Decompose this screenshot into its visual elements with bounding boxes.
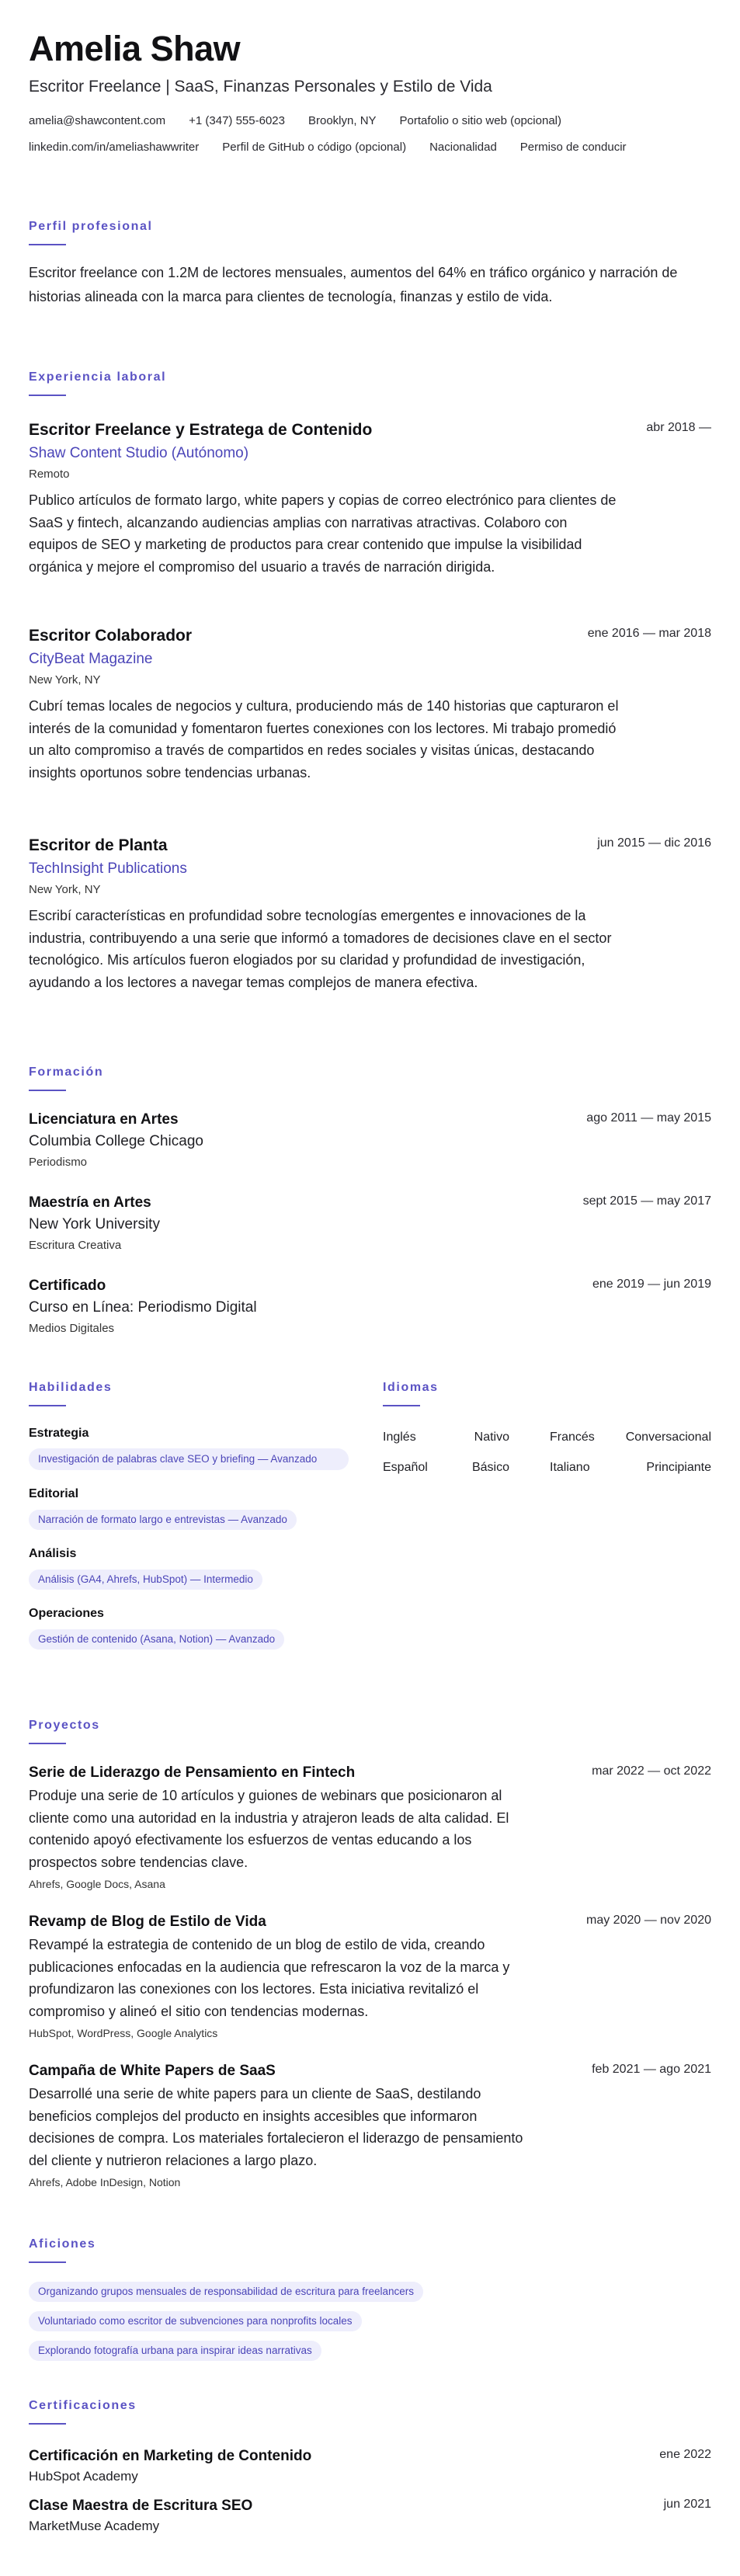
education-entry <box>29 1110 711 1170</box>
job-date: jun 2015 — dic 2016 <box>597 836 711 850</box>
education-field: Medios Digitales <box>29 1322 115 1335</box>
certification-entry <box>29 2496 711 2535</box>
section-divider <box>29 1090 66 1091</box>
language-name: Español <box>383 1461 428 1474</box>
contact-portfolio[interactable]: Portafolio o sitio web (opcional) <box>399 114 561 127</box>
section-title-skills: Habilidades <box>29 1381 113 1394</box>
skill-chip: Investigación de palabras clave SEO y briefing — Avanzado <box>29 1448 349 1470</box>
certifications-section <box>29 2398 137 2425</box>
job-location: New York, NY <box>29 673 101 687</box>
skills-section <box>29 1380 355 1650</box>
language-level: Básico <box>471 1461 509 1474</box>
skill-chip: Gestión de contenido (Asana, Notion) — Avanzado <box>29 1629 284 1650</box>
section-divider <box>29 1743 66 1744</box>
job-company: Shaw Content Studio (Autónomo) <box>29 445 249 461</box>
project-title: Serie de Liderazgo de Pensamiento en Fintech <box>29 1764 356 1781</box>
job-entry <box>29 419 711 578</box>
education-date: ago 2011 — may 2015 <box>586 1111 711 1125</box>
certification-title: Clase Maestra de Escritura SEO <box>29 2498 253 2514</box>
language-name: Inglés <box>383 1431 416 1444</box>
skill-group <box>29 1486 355 1530</box>
skill-category: Estrategia <box>29 1427 89 1440</box>
project-date: may 2020 — nov 2020 <box>586 1914 711 1927</box>
skill-category: Operaciones <box>29 1607 104 1620</box>
contact-driving-license: Permiso de conducir <box>519 141 627 154</box>
certification-title: Certificación en Marketing de Contenido <box>29 2448 312 2464</box>
skill-group <box>29 1546 355 1590</box>
job-entry <box>29 625 711 784</box>
project-tools: Ahrefs, Adobe InDesign, Notion <box>29 2176 181 2189</box>
language-name: Italiano <box>550 1461 590 1474</box>
project-tools: HubSpot, WordPress, Google Analytics <box>29 2027 218 2040</box>
certification-date: jun 2021 <box>663 2498 711 2511</box>
job-title: Escritor de Planta <box>29 836 168 854</box>
experience-section <box>29 370 711 396</box>
section-title-languages: Idiomas <box>383 1381 439 1394</box>
education-degree: Certificado <box>29 1278 106 1294</box>
project-date: mar 2022 — oct 2022 <box>592 1764 711 1778</box>
section-divider <box>29 244 66 245</box>
section-title-hobbies: Aficiones <box>29 2237 96 2251</box>
section-title-certifications: Certificaciones <box>29 2399 137 2412</box>
certification-date: ene 2022 <box>659 2448 711 2461</box>
hobby-chip: Explorando fotografía urbana para inspirar ideas narrativas <box>29 2341 321 2361</box>
contact-phone[interactable]: +1 (347) 555-6023 <box>189 114 285 127</box>
contact-location: Brooklyn, NY <box>308 114 377 127</box>
education-degree: Licenciatura en Artes <box>29 1111 179 1128</box>
hobby-chip: Voluntariado como escritor de subvenciones para nonprofits locales <box>29 2311 362 2331</box>
job-title: Escritor Freelance y Estratega de Contenido <box>29 421 373 439</box>
contact-list <box>29 113 665 155</box>
section-title-experience: Experiencia laboral <box>29 370 167 384</box>
job-location: Remoto <box>29 468 70 481</box>
job-company: CityBeat Magazine <box>29 651 153 667</box>
education-date: sept 2015 — may 2017 <box>582 1194 711 1208</box>
education-school: Columbia College Chicago <box>29 1133 203 1149</box>
project-tools: Ahrefs, Google Docs, Asana <box>29 1878 165 1891</box>
project-title: Revamp de Blog de Estilo de Vida <box>29 1914 266 1930</box>
job-company: TechInsight Publications <box>29 860 187 877</box>
contact-nationality: Nacionalidad <box>429 141 497 154</box>
candidate-name: Amelia Shaw <box>29 29 241 68</box>
skill-category: Análisis <box>29 1547 77 1560</box>
skill-group <box>29 1606 355 1650</box>
contact-linkedin[interactable]: linkedin.com/in/ameliashawwriter <box>29 141 200 154</box>
skill-chip: Análisis (GA4, Ahrefs, HubSpot) — Intermedio <box>29 1570 262 1590</box>
hobby-chip: Organizando grupos mensuales de responsabilidad de escritura para freelancers <box>29 2282 423 2302</box>
skill-group <box>29 1426 355 1470</box>
profile-summary: Escritor freelance con 1.2M de lectores mensuales, aumentos del 64% en tráfico orgánico y narración de historias alineada con la marca para clientes de tecnología, finanzas y estilo de vida. <box>29 265 678 304</box>
project-entry <box>29 2061 711 2189</box>
language-name: Francés <box>550 1431 595 1444</box>
education-school: New York University <box>29 1216 160 1232</box>
project-date: feb 2021 — ago 2021 <box>592 2063 711 2076</box>
section-divider <box>383 1405 420 1406</box>
education-section <box>29 1065 103 1091</box>
project-description: Revampé la estrategia de contenido de un blog de estilo de vida, creando publicaciones enfocadas en la audiencia que refrescaron la voz de la marca y profundizaron las conexiones con los lectores. Esta iniciativa revitalizó el compromiso y alineó el sitio con tendencias modernas. <box>29 1937 510 2019</box>
language-level: Nativo <box>474 1431 509 1444</box>
section-divider <box>29 2261 66 2263</box>
job-description: Publico artículos de formato largo, white papers y copias de correo electrónico para clientes de SaaS y fintech, alcanzando audiencias amplias con narrativas atractivas. Colaboro con equipos de SEO y marketing de productos para crear contenido que impulse la visibilidad orgánica y mejore el compromiso del usuario a través de narración dirigida. <box>29 492 617 575</box>
skill-category: Editorial <box>29 1487 79 1500</box>
section-title-projects: Proyectos <box>29 1719 100 1732</box>
section-title-education: Formación <box>29 1066 104 1079</box>
section-divider <box>29 2423 66 2425</box>
project-description: Desarrollé una serie de white papers para un cliente de SaaS, destilando beneficios complejos del producto en insights accesibles que informaron decisiones de compra. Los materiales fortalecieron el liderazgo de pensamiento del cliente y nutrieron relaciones a largo plazo. <box>29 2086 523 2168</box>
section-divider <box>29 395 66 396</box>
education-entry <box>29 1276 711 1337</box>
project-description: Produje una serie de 10 artículos y guiones de webinars que posicionaron al cliente como una autoridad en la industria y atrajeron leads de alta calidad. El contenido apoyó efectivamente los esfuerzos de ventas educando a los prospectos sobre tendencias clave. <box>29 1788 509 1870</box>
profile-section <box>29 219 697 309</box>
contact-email[interactable]: amelia@shawcontent.com <box>29 114 166 127</box>
languages-section <box>383 1380 711 1473</box>
language-level: Conversacional <box>625 1431 711 1444</box>
education-entry <box>29 1193 711 1253</box>
job-description: Escribí características en profundidad sobre tecnologías emergentes e innovaciones de la industria, contribuyendo a una serie que informó a tomadores de decisiones clave en el sector tecnológico. Mis artículos fueron elogiados por su claridad y profundidad de investigación, ayudando a los lectores a navegar temas complejos de manera efectiva. <box>29 908 612 990</box>
job-date: abr 2018 — <box>646 421 711 434</box>
skill-chip: Narración de formato largo e entrevistas — Avanzado <box>29 1510 297 1530</box>
section-divider <box>29 1405 66 1406</box>
hobbies-section <box>29 2237 423 2361</box>
education-school: Curso en Línea: Periodismo Digital <box>29 1299 257 1316</box>
project-entry <box>29 1912 711 2040</box>
project-title: Campaña de White Papers de SaaS <box>29 2063 276 2079</box>
contact-github[interactable]: Perfil de GitHub o código (opcional) <box>222 141 407 154</box>
projects-section <box>29 1718 100 1744</box>
job-entry <box>29 835 711 993</box>
project-entry <box>29 1763 711 1891</box>
education-field: Periodismo <box>29 1156 88 1169</box>
section-title-profile: Perfil profesional <box>29 220 153 233</box>
job-description: Cubrí temas locales de negocios y cultura, produciendo más de 140 historias que capturaron el interés de la comunidad y fomentaron fuertes conexiones con los lectores. Mi trabajo promedió un alto compromiso a través de compartidos en redes sociales y visitas únicas, destacando insights oportunos sobre tendencias urbanas. <box>29 698 619 780</box>
education-field: Escritura Creativa <box>29 1239 122 1252</box>
candidate-headline: Escritor Freelance | SaaS, Finanzas Personales y Estilo de Vida <box>29 78 492 96</box>
job-date: ene 2016 — mar 2018 <box>587 627 711 640</box>
resume-header <box>29 28 711 155</box>
education-degree: Maestría en Artes <box>29 1194 151 1211</box>
certification-entry <box>29 2446 711 2485</box>
certification-issuer: HubSpot Academy <box>29 2469 138 2484</box>
job-location: New York, NY <box>29 883 101 896</box>
education-date: ene 2019 — jun 2019 <box>592 1278 711 1291</box>
certification-issuer: MarketMuse Academy <box>29 2519 160 2533</box>
job-title: Escritor Colaborador <box>29 627 193 645</box>
language-level: Principiante <box>646 1461 711 1474</box>
